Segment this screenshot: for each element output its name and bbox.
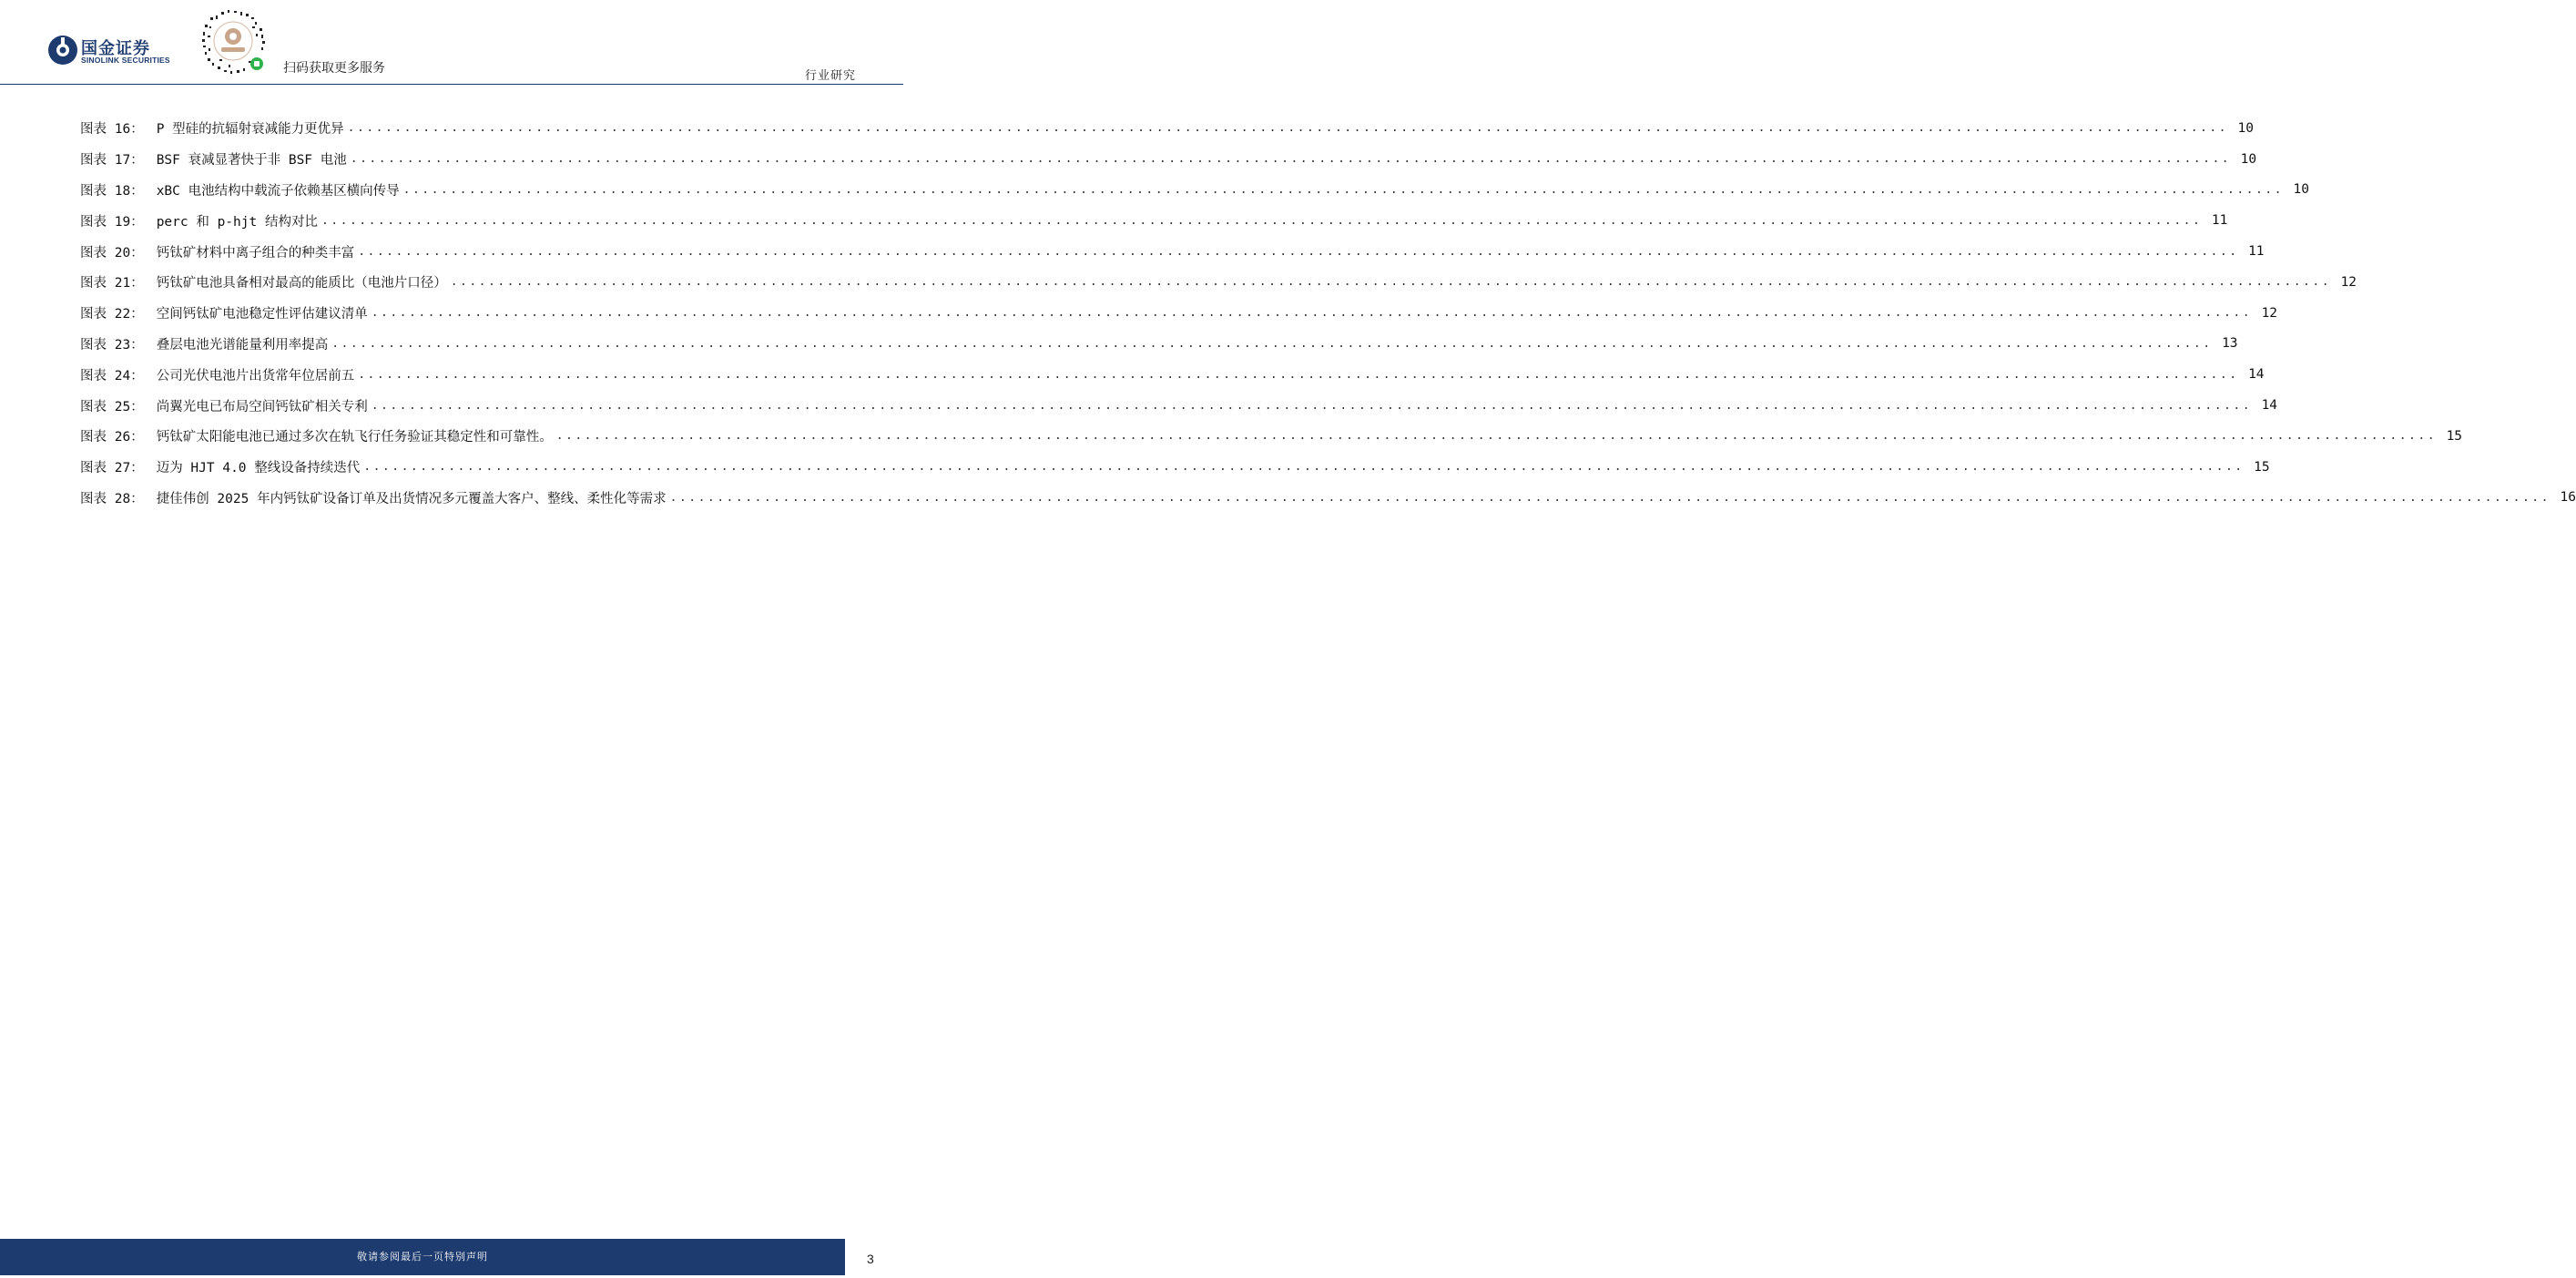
toc-dot-leader: ........................................................................................................................................................................................................ — [371, 398, 2253, 413]
logo-en-text: SINOLINK SECURITIES — [81, 56, 170, 65]
toc-dot-leader: ........................................................................................................................................................................................................ — [450, 275, 2332, 290]
footer-disclaimer[interactable]: 敬请参阅最后一页特别声明 — [357, 1251, 488, 1263]
toc-dot-leader: ........................................................................................................................................................................................................ — [358, 244, 2239, 259]
toc-entry[interactable] — [80, 483, 2576, 514]
toc-entry-label: 图表 24： — [80, 368, 144, 383]
sinolink-logo — [47, 35, 175, 67]
toc-entry[interactable] — [80, 359, 2265, 390]
toc-dot-leader: ........................................................................................................................................................................................................ — [358, 367, 2239, 382]
toc-entry-page: 15 — [2446, 428, 2463, 444]
toc-entry[interactable] — [80, 175, 2309, 206]
toc-entry-page: 12 — [2340, 274, 2357, 290]
toc-entry-label: 图表 26： — [80, 430, 144, 445]
toc-entry-label: 图表 17： — [80, 153, 144, 169]
toc-entry[interactable] — [80, 390, 2278, 421]
toc-entry[interactable] — [80, 298, 2278, 329]
toc-entry-label: 图表 27： — [80, 461, 144, 476]
toc-entry-title: 空间钙钛矿电池稳定性评估建议清单 — [156, 307, 368, 322]
toc-entry-page: 15 — [2254, 459, 2270, 475]
toc-entry[interactable] — [80, 329, 2238, 360]
page-number: 3 — [867, 1252, 874, 1266]
toc-entry[interactable] — [80, 113, 2255, 144]
toc-entry-label: 图表 28： — [80, 491, 144, 506]
toc-dot-leader: ........................................................................................................................................................................................................ — [669, 490, 2551, 505]
toc-entry-title: BSF 衰减显著快于非 BSF 电池 — [156, 153, 347, 169]
toc-entry[interactable] — [80, 236, 2265, 267]
toc-entry-page: 12 — [2261, 305, 2278, 321]
toc-entry-label: 图表 23： — [80, 337, 144, 353]
toc-entry-page: 10 — [2237, 120, 2255, 136]
toc-dot-leader: ........................................................................................................................................................................................................ — [555, 429, 2438, 444]
toc-entry-page: 11 — [2248, 244, 2265, 260]
toc-entry-title: 叠层电池光谱能量利用率提高 — [156, 337, 329, 353]
toc-entry-page: 13 — [2222, 336, 2238, 352]
toc-entry-title: 钙钛矿材料中离子组合的种类丰富 — [156, 245, 355, 261]
toc-entry-title: 钙钛矿电池具备相对最高的能质比（电池片口径） — [156, 276, 447, 291]
toc-entry-label: 图表 22： — [80, 307, 144, 322]
toc-entry[interactable] — [80, 205, 2228, 236]
section-tag: 行业研究 — [804, 69, 856, 83]
qr-caption: 扫码获取更多服务 — [283, 61, 385, 76]
toc-entry[interactable] — [80, 144, 2257, 175]
toc-entry-page: 14 — [2248, 367, 2265, 383]
figure-index-list — [80, 113, 2576, 513]
toc-dot-leader: ........................................................................................................................................................................................................ — [331, 336, 2213, 351]
toc-entry-page: 16 — [2560, 490, 2576, 506]
qr-code-icon[interactable] — [198, 6, 269, 77]
toc-dot-leader: ........................................................................................................................................................................................................ — [321, 213, 2203, 228]
toc-entry-label: 图表 16： — [80, 122, 144, 138]
toc-entry[interactable] — [80, 421, 2463, 452]
toc-entry-title: P 型硅的抗辐射衰减能力更优异 — [156, 122, 344, 138]
toc-entry-page: 11 — [2211, 213, 2228, 229]
page-header — [0, 0, 903, 87]
toc-entry-page: 14 — [2261, 398, 2278, 414]
toc-entry-title: xBC 电池结构中载流子依赖基区横向传导 — [156, 183, 400, 199]
toc-entry-title: 钙钛矿太阳能电池已通过多次在轨飞行任务验证其稳定性和可靠性。 — [156, 430, 553, 445]
toc-entry-title: perc 和 p-hjt 结构对比 — [156, 214, 318, 230]
toc-dot-leader: ........................................................................................................................................................................................................ — [363, 460, 2245, 475]
toc-dot-leader: ........................................................................................................................................................................................................ — [402, 182, 2284, 197]
toc-entry-title: 公司光伏电池片出货常年位居前五 — [156, 368, 355, 383]
toc-entry-label: 图表 20： — [80, 245, 144, 261]
toc-entry-label: 图表 19： — [80, 214, 144, 230]
toc-entry-page: 10 — [2293, 182, 2309, 198]
toc-entry-title: 迈为 HJT 4.0 整线设备持续迭代 — [156, 461, 361, 476]
toc-dot-leader: ........................................................................................................................................................................................................ — [371, 306, 2253, 321]
toc-entry-title: 尚翼光电已布局空间钙钛矿相关专利 — [156, 399, 368, 414]
toc-entry-label: 图表 21： — [80, 276, 144, 291]
toc-dot-leader: ........................................................................................................................................................................................................ — [347, 121, 2229, 136]
logo-cn-text: 国金证券 — [81, 39, 150, 58]
toc-dot-leader: ........................................................................................................................................................................................................ — [350, 152, 2232, 167]
toc-entry-label: 图表 18： — [80, 183, 144, 199]
toc-entry[interactable] — [80, 267, 2357, 298]
sinolink-logo-mark-icon — [47, 35, 78, 66]
header-divider — [0, 84, 903, 85]
toc-entry-title: 捷佳伟创 2025 年内钙钛矿设备订单及出货情况多元覆盖大客户、整线、柔性化等需求 — [156, 491, 667, 506]
toc-entry[interactable] — [80, 452, 2270, 483]
toc-entry-page: 10 — [2240, 151, 2257, 167]
toc-entry-label: 图表 25： — [80, 399, 144, 414]
